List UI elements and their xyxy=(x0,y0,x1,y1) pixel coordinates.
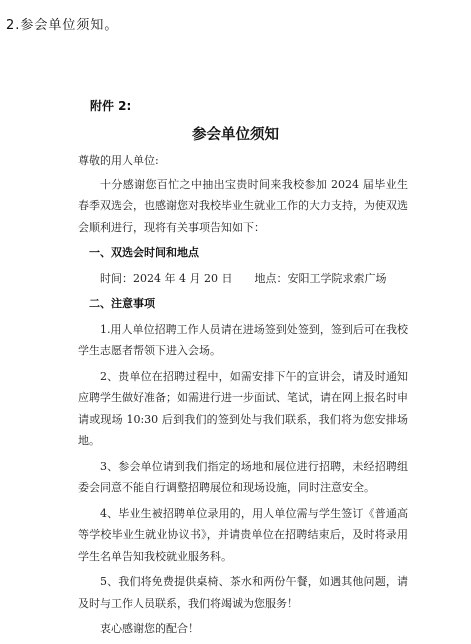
section-1-time-location: 时间：2024 年 4 月 20 日 地点：安阳工学院求索广场 xyxy=(100,271,387,285)
notice-item-3: 3、参会单位请到我们指定的场地和展位进行招聘，未经招聘组委会同意不能自行调整招聘展位和现场设施，同时注意安全。 xyxy=(78,459,408,494)
section-1-title: 一、双选会时间和地点 xyxy=(89,246,199,259)
attachment-label: 附件 2: xyxy=(90,99,132,113)
top-heading: 2.参会单位须知。 xyxy=(6,18,119,33)
notice-item-2: 2、贵单位在招聘过程中，如需安排下午的宣讲会，请及时通知应聘学生做好准备；如需进行进一步面试、笔试，请在网上报名时申请或现场 10:30 后到我们的签到处与我们联系，我们将为您安排场地。 xyxy=(78,369,408,447)
notice-item-5: 5、我们将免费提供桌椅、茶水和两份午餐，如遇其他问题，请及时与工作人员联系，我们将竭诚为您服务！ xyxy=(78,575,408,610)
document-title: 参会单位须知 xyxy=(192,127,279,143)
closing-line: 衷心感谢您的配合！ xyxy=(100,622,199,635)
document-body xyxy=(78,150,408,644)
notice-item-4: 4、毕业生被招聘单位录用的，用人单位需与学生签订《普通高等学校毕业生就业协议书》，并请贵单位在招聘结束后，及时将录用学生名单告知我校就业服务科。 xyxy=(78,506,408,563)
intro-paragraph: 十分感谢您百忙之中抽出宝贵时间来我校参加 2024 届毕业生春季双选会，也感谢您对我校毕业生就业工作的大力支持，为使双选会顺利进行，现将有关事项告知如下： xyxy=(78,177,408,234)
section-2-title: 二、注意事项 xyxy=(89,297,155,310)
salutation: 尊敬的用人单位: xyxy=(78,154,159,167)
notice-item-1: 1.用人单位招聘工作人员请在进场签到处签到，签到后可在我校学生志愿者帮领下进入会场。 xyxy=(78,322,408,357)
